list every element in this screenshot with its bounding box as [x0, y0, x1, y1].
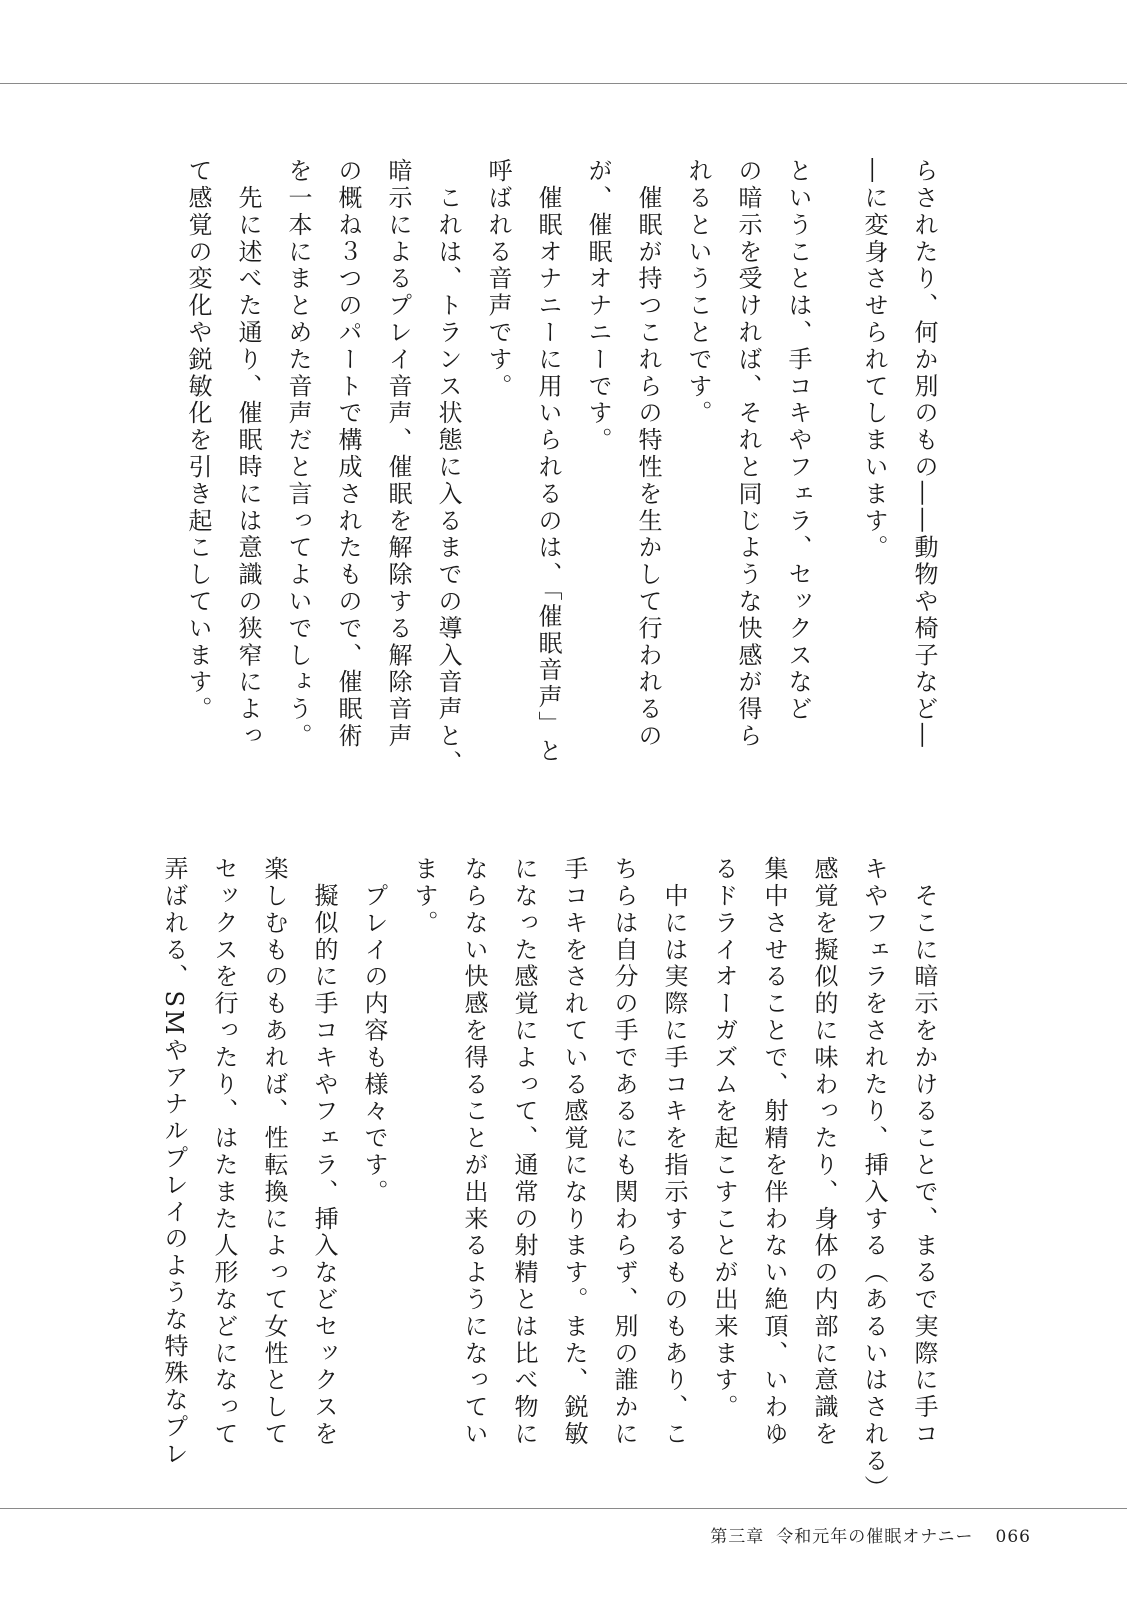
bottom-rule	[0, 1508, 1127, 1509]
text-line: キやフェラをされたり、挿入する（あるいはされる）	[860, 856, 888, 1502]
text-line: 中には実際に手コキを指示するものもあり、こ	[660, 856, 688, 1448]
text-line: ということは、手コキやフェラ、セックスなど	[784, 158, 812, 723]
text-line: 弄ばれる、SMやアナルプレイのような特殊なプレ	[160, 856, 188, 1468]
text-line: の暗示を受ければ、それと同じような快感が得ら	[734, 158, 762, 750]
text-line: ちらは自分の手であるにも関わらず、別の誰かに	[610, 856, 638, 1448]
text-line: ―に変身させられてしまいます。	[860, 158, 888, 562]
text-line: 先に述べた通り、催眠時には意識の狭窄によっ	[234, 158, 262, 750]
text-line: そこに暗示をかけることで、まるで実際に手コ	[910, 856, 938, 1448]
text-line: ならない快感を得ることが出来るようになってい	[460, 856, 488, 1448]
text-line: 感覚を擬似的に味わったり、身体の内部に意識を	[810, 856, 838, 1448]
text-line: 催眠オナニーに用いられるのは、「催眠音声」と	[534, 158, 562, 765]
text-line: らされたり、何か別のもの――動物や椅子など―	[910, 158, 938, 750]
text-line: の概ね３つのパートで構成されたもので、催眠術	[334, 158, 362, 750]
body-text-lower	[149, 856, 949, 1502]
body-text-upper	[173, 158, 949, 777]
text-line: 集中させることで、射精を伴わない絶頂、いわゆ	[760, 856, 788, 1448]
text-line: セックスを行ったり、はたまた人形などになって	[210, 856, 238, 1448]
text-line: 手コキをされている感覚になります。また、鋭敏	[560, 856, 588, 1448]
top-rule	[0, 83, 1127, 84]
text-line: を一本にまとめた音声だと言ってよいでしょう。	[284, 158, 312, 750]
text-line: が、催眠オナニーです。	[584, 158, 612, 454]
paragraph-gap	[823, 158, 849, 758]
text-line: 擬似的に手コキやフェラ、挿入などセックスを	[310, 856, 338, 1448]
text-line: るドライオーガズムを起こすことが出来ます。	[710, 856, 738, 1421]
running-footer	[710, 1522, 1031, 1547]
text-line: れるということです。	[684, 158, 712, 427]
text-line: プレイの内容も様々です。	[360, 856, 388, 1206]
text-line: ます。	[410, 856, 438, 937]
chapter-number: 第三章	[710, 1527, 765, 1547]
chapter-title: 令和元年の催眠オナニー	[776, 1527, 974, 1547]
text-line: 暗示によるプレイ音声、催眠を解除する解除音声	[384, 158, 412, 750]
text-line: これは、トランス状態に入るまでの導入音声と、	[434, 158, 462, 777]
text-line: 楽しむものもあれば、性転換によって女性として	[260, 856, 288, 1448]
text-line: て感覚の変化や鋭敏化を引き起こしています。	[184, 158, 212, 723]
text-line: 催眠が持つこれらの特性を生かして行われるの	[634, 158, 662, 750]
page-number: 066	[995, 1527, 1031, 1547]
text-line: になった感覚によって、通常の射精とは比べ物に	[510, 856, 538, 1448]
text-line: 呼ばれる音声です。	[484, 158, 512, 401]
